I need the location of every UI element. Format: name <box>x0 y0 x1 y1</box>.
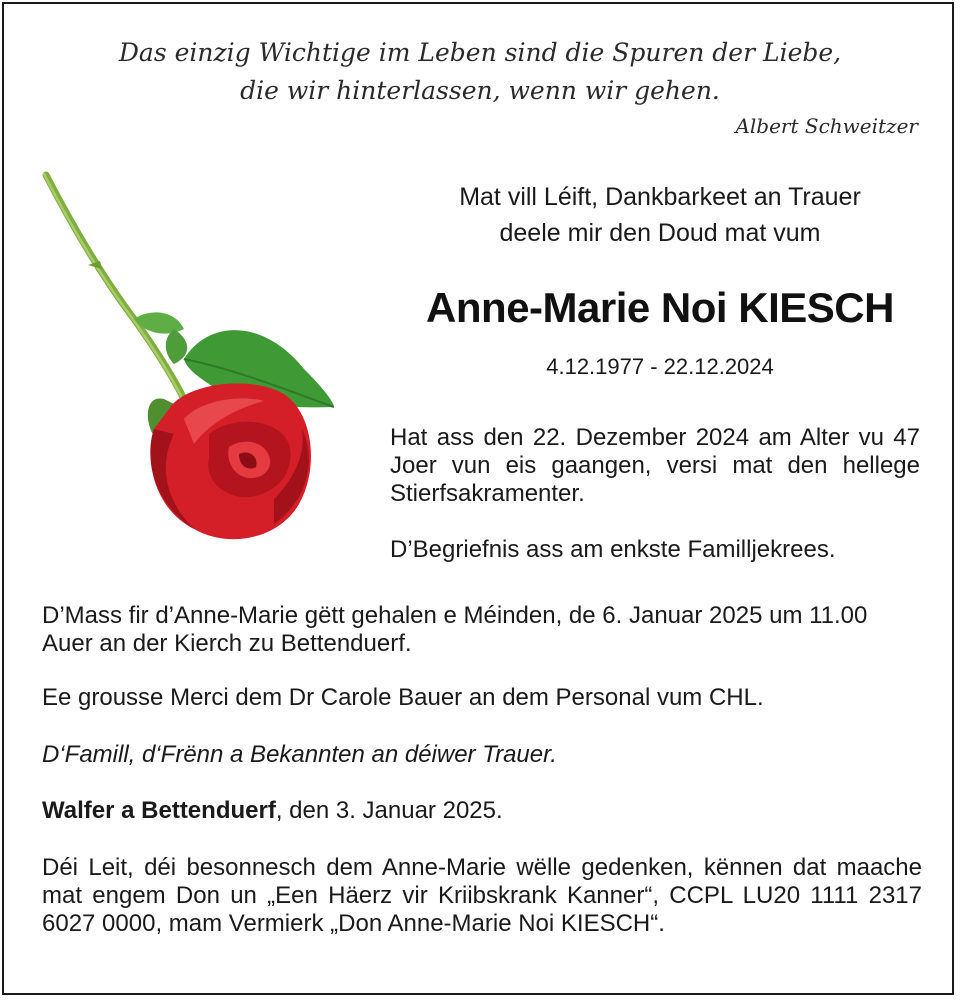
donation-info: Déi Leit, déi besonnesch dem Anne-Marie wëlle gedenken, kënnen dat maache mat engem Don un „Een Häerz vir Kriibskrank Kanner“, CCPL LU20 1111 2317 6027 0000, mam Vermierk „Don Anne-Marie Noi KIESCH“. <box>42 854 922 937</box>
quote-line-2: die wir hinterlassen, wenn wir gehen. <box>240 76 720 105</box>
quote <box>4 34 956 110</box>
family-signature: D‘Famill, d‘Frënn a Bekannten an déiwer Trauer. <box>42 741 557 768</box>
intro-line-2: deele mir den Doud mat vum <box>499 219 821 247</box>
place-date <box>42 797 922 825</box>
thanks-text: Ee grousse Merci dem Dr Carole Bauer an dem Personal vum CHL. <box>42 684 764 711</box>
mass-info: D’Mass fir d’Anne-Marie gëtt gehalen e Méinden, de 6. Januar 2025 um 11.00 Auer an der Kierch zu Bettenduerf. <box>42 602 868 657</box>
rose-image <box>34 169 344 559</box>
deceased-name: Anne-Marie Noi KIESCH <box>426 284 894 331</box>
quote-author: Albert Schweitzer <box>735 114 918 138</box>
life-dates: 4.12.1977 - 22.12.2024 <box>546 354 774 379</box>
burial-info: D’Begriefnis ass am enkste Familljekrees. <box>390 536 836 563</box>
death-info: Hat ass den 22. Dezember 2024 am Alter vu 47 Joer vun eis gaangen, versi mat den hellege Stierfsakramenter. <box>390 424 920 507</box>
obituary-notice <box>2 2 954 995</box>
quote-line-1: Das einzig Wichtige im Leben sind die Spuren der Liebe, <box>118 38 842 67</box>
place-location: Walfer a Bettenduerf <box>42 797 276 824</box>
intro <box>384 179 936 251</box>
place-date-text: , den 3. Januar 2025. <box>275 797 503 824</box>
intro-line-1: Mat vill Léift, Dankbarkeet an Trauer <box>459 183 861 211</box>
